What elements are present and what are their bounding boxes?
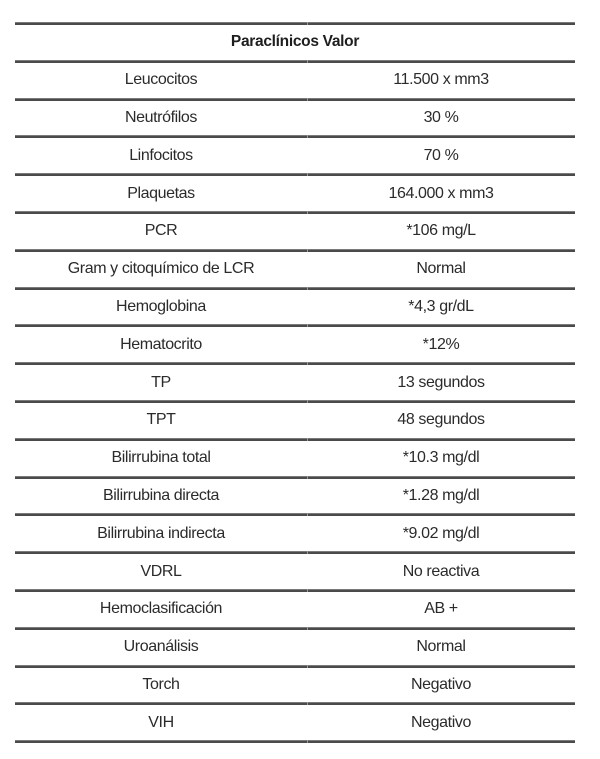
table-row: [15, 214, 575, 249]
row-rule: [15, 438, 575, 441]
table-row: [15, 592, 575, 627]
param-cell: TP: [151, 373, 171, 391]
value-cell: *1.28 mg/dl: [402, 486, 480, 504]
param-cell: Bilirrubina total: [111, 449, 211, 467]
table-row: [15, 63, 575, 98]
value-cell: *4,3 gr/dL: [408, 297, 474, 315]
param-cell: Plaquetas: [127, 184, 195, 202]
param-cell: TPT: [146, 411, 176, 429]
row-rule: [15, 287, 575, 290]
param-cell: VDRL: [140, 562, 182, 580]
value-cell: 30 %: [423, 108, 459, 126]
value-cell: *10.3 mg/dl: [402, 449, 480, 467]
row-rule: [15, 589, 575, 592]
row-rule: [15, 702, 575, 705]
table-row: [15, 441, 575, 476]
row-rule: [15, 98, 575, 101]
value-cell: No reactiva: [402, 562, 480, 580]
row-rule: [15, 211, 575, 214]
param-cell: Linfocitos: [129, 146, 193, 164]
table-row: [15, 101, 575, 136]
table-top-rule: [15, 22, 575, 25]
header-rule: [15, 60, 575, 63]
value-cell: *106 mg/L: [406, 222, 476, 240]
table-row: [15, 138, 575, 173]
table-row: [15, 327, 575, 362]
value-cell: 164.000 x mm3: [388, 184, 494, 202]
row-rule: [15, 513, 575, 516]
table-row: [15, 516, 575, 551]
row-rule: [15, 665, 575, 668]
row-rule: [15, 173, 575, 176]
param-cell: Hematocrito: [120, 335, 202, 353]
table-row: [15, 705, 575, 740]
value-cell: Negativo: [411, 675, 471, 693]
param-cell: Neutrófilos: [124, 108, 198, 126]
row-rule: [15, 135, 575, 138]
row-rule: [15, 362, 575, 365]
param-cell: Bilirrubina indirecta: [97, 524, 225, 542]
row-rule: [15, 324, 575, 327]
row-rule: [15, 400, 575, 403]
value-cell: 48 segundos: [397, 411, 485, 429]
param-cell: Hemoclasificación: [99, 600, 223, 618]
param-cell: Hemoglobina: [116, 297, 206, 315]
param-cell: VIH: [148, 713, 174, 731]
table-row: [15, 554, 575, 589]
table-row: [15, 403, 575, 438]
row-rule: [15, 551, 575, 554]
value-cell: *12%: [422, 335, 460, 353]
param-cell: Gram y citoquímico de LCR: [67, 260, 255, 278]
table-bottom-rule: [15, 740, 575, 743]
table-row: [15, 176, 575, 211]
param-cell: Torch: [142, 675, 180, 693]
param-cell: Bilirrubina directa: [102, 486, 219, 504]
table-header: Paraclínicos Valor: [230, 33, 360, 51]
table-row: [15, 630, 575, 665]
value-cell: 13 segundos: [397, 373, 485, 391]
value-cell: 11.500 x mm3: [393, 71, 489, 89]
lab-results-table: [15, 22, 575, 743]
table-row: [15, 252, 575, 287]
value-cell: Negativo: [411, 713, 471, 731]
param-cell: PCR: [144, 222, 178, 240]
value-cell: *9.02 mg/dl: [402, 524, 480, 542]
param-cell: Leucocitos: [124, 71, 198, 89]
table-row: [15, 290, 575, 325]
value-cell: AB +: [424, 600, 458, 618]
value-cell: Normal: [416, 260, 466, 278]
table-row: [15, 479, 575, 514]
row-rule: [15, 476, 575, 479]
value-cell: 70 %: [423, 146, 459, 164]
row-rule: [15, 627, 575, 630]
table-row: [15, 365, 575, 400]
row-rule: [15, 249, 575, 252]
table-row: [15, 668, 575, 703]
value-cell: Normal: [416, 638, 466, 656]
param-cell: Uroanálisis: [123, 638, 199, 656]
